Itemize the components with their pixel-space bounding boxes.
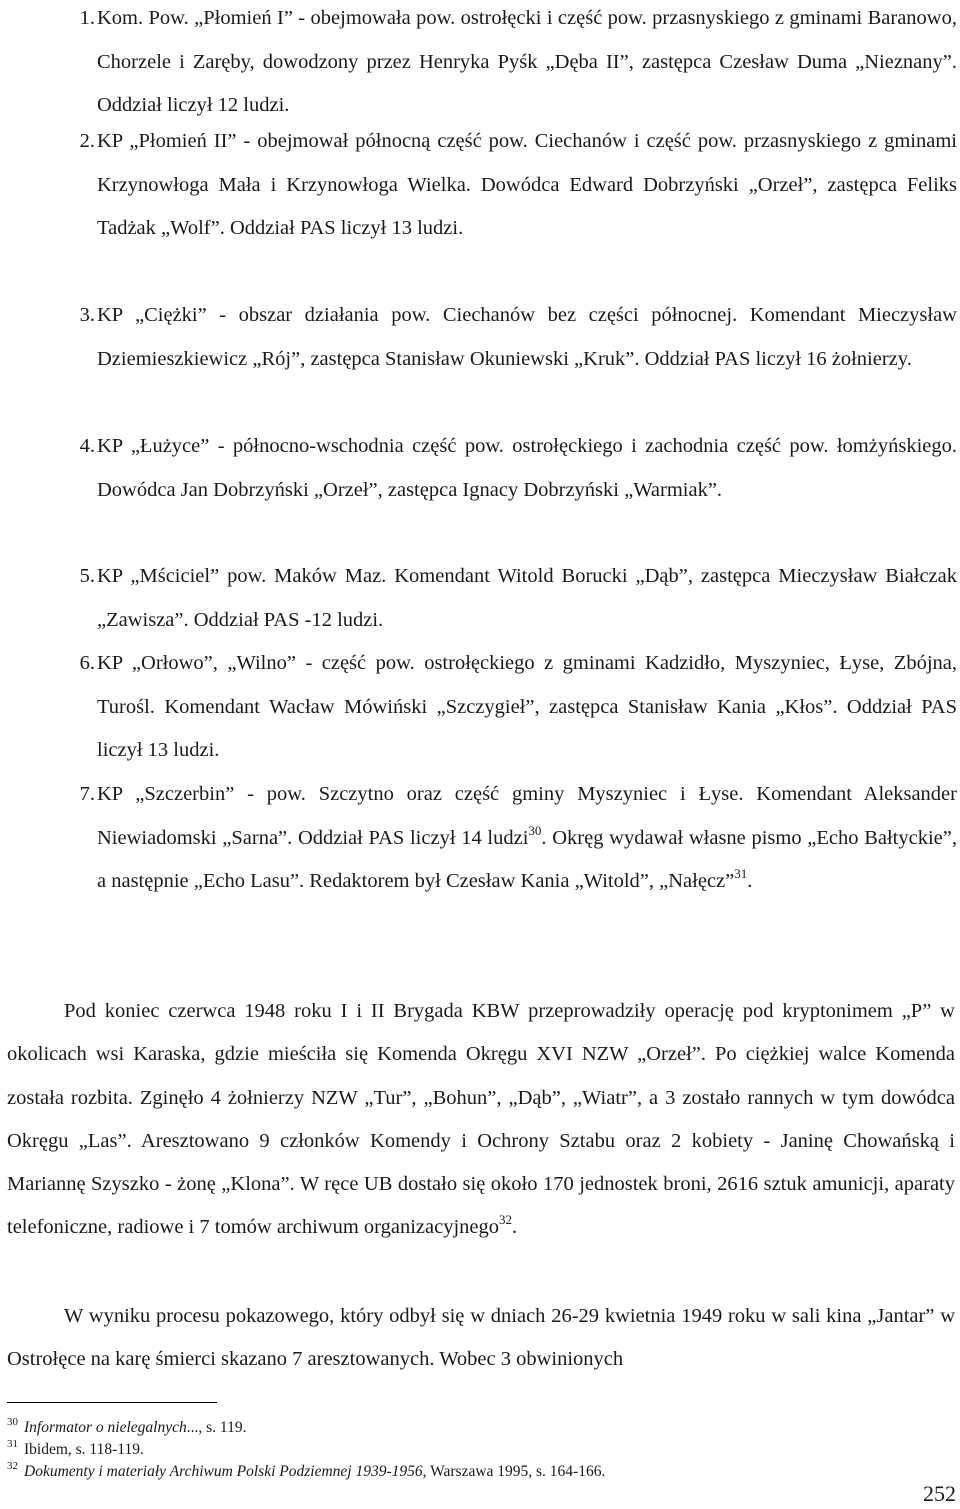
list-item-text: KP „Płomień II” - obejmował północną część pow. Ciechanów i część pow. przasnyskiego z gminami Krzynowłoga Mała i Krzynowłoga Wielka. Dowódca Edward Dobrzyński „Orzeł”, zastępca Feliks Tadżak „Wolf”. Oddział PAS liczył 13 ludzi. xyxy=(97,130,957,239)
list-item xyxy=(79,773,957,904)
footnote-ref[interactable]: 32 xyxy=(499,1212,513,1228)
body-paragraph xyxy=(7,990,955,1250)
list-item-number: 5. xyxy=(79,565,95,587)
footnote-text: , Warszawa 1995, s. 164-166. xyxy=(422,1463,606,1480)
footnote-title: Informator o nielegalnych xyxy=(24,1419,187,1436)
list-item-text: KP „Mściciel” pow. Maków Maz. Komendant Witold Borucki „Dąb”, zastępca Mieczysław Białczak „Zawisza”. Oddział PAS -12 ludzi. xyxy=(97,565,957,631)
list-item xyxy=(79,642,957,773)
footnote-title: Dokumenty i materiały Archiwum Polski Podziemnej 1939-1956 xyxy=(24,1463,423,1480)
footnote-number: 31 xyxy=(7,1438,18,1450)
footnote xyxy=(7,1438,144,1461)
list-item-number: 6. xyxy=(79,652,95,674)
list-item-text-b: . Okręg wydawał własne pismo „Echo Bałtyckie”, a następnie „Echo Lasu”. Redaktorem był Czesław Kania „Witold”, „Nałęcz” xyxy=(97,826,957,892)
footnote-ref[interactable]: 31 xyxy=(734,866,748,881)
page-number: 252 xyxy=(923,1481,956,1506)
footnote-number: 30 xyxy=(7,1416,18,1428)
footnote-number: 32 xyxy=(7,1460,18,1472)
list-item-text-c: . xyxy=(747,870,753,892)
list-item-text: KP „Łużyce” - północno-wschodnia część pow. ostrołęckiego i zachodnia część pow. łomżyńskiego. Dowódca Jan Dobrzyński „Orzeł”, zastępca Ignacy Dobrzyński „Warmiak”. xyxy=(97,435,957,501)
paragraph-text: Pod koniec czerwca 1948 roku I i II Brygada KBW przeprowadziły operację pod kryptonimem „P” w okolicach wsi Karaska, gdzie mieściła się Komenda Okręgu XVI NZW „Orzeł”. Po ciężkiej walce Komenda została rozbita. Zginęło 4 żołnierzy NZW „Tur”, „Bohun”, „Dąb”, „Wiatr”, a 3 zostało rannych w tym dowódca Okręgu „Las”. Aresztowano 9 członków Komendy i Ochrony Sztabu oraz 2 kobiety - Janinę Chowańską i Mariannę Szyszko - żonę „Klona”. W ręce UB dostało się około 170 jednostek broni, 2616 sztuk amunicji, aparaty telefoniczne, radiowe i 7 tomów archiwum organizacyjnego xyxy=(7,1000,955,1239)
footnote-text: Ibidem, s. 118-119. xyxy=(24,1441,144,1458)
list-item-number: 1. xyxy=(79,7,95,29)
paragraph-end: . xyxy=(512,1216,518,1239)
list-item xyxy=(79,425,957,512)
list-item-text-a: KP „Szczerbin” - pow. Szczytno oraz część gminy Myszyniec i Łyse. Komendant Aleksander Niewiadomski „Sarna”. Oddział PAS liczył 14 ludzi xyxy=(97,783,957,849)
footnote-text: ..., s. 119. xyxy=(186,1419,247,1436)
footnote-separator xyxy=(7,1402,217,1403)
list-item-text: Kom. Pow. „Płomień I” - obejmowała pow. ostrołęcki i część pow. przasnyskiego z gminami Baranowo, Chorzele i Zaręby, dowodzony przez Henryka Pyśk „Dęba II”, zastępca Czesław Duma „Nieznany”. Oddział liczył 12 ludzi. xyxy=(97,7,957,116)
paragraph-text: W wyniku procesu pokazowego, który odbył się w dniach 26-29 kwietnia 1949 roku w sali kina „Jantar” w Ostrołęce na karę śmierci skazano 7 aresztowanych. Wobec 3 obwinionych xyxy=(7,1305,955,1371)
footnote xyxy=(7,1416,247,1439)
body-paragraph xyxy=(7,1295,955,1382)
list-item xyxy=(79,0,957,128)
list-item-number: 2. xyxy=(79,130,95,152)
list-item-number: 7. xyxy=(79,783,95,805)
list-item-text: KP „Ciężki” - obszar działania pow. Ciechanów bez części północnej. Komendant Mieczysław Dziemieszkiewicz „Rój”, zastępca Stanisław Okuniewski „Kruk”. Oddział PAS liczył 16 żołnierzy. xyxy=(97,304,957,370)
list-item xyxy=(79,555,957,642)
footnote xyxy=(7,1460,606,1483)
list-item-number: 4. xyxy=(79,435,95,457)
list-item xyxy=(79,120,957,251)
list-item-text: KP „Orłowo”, „Wilno” - część pow. ostrołęckiego z gminami Kadzidło, Myszyniec, Łyse, Zbójna, Turośl. Komendant Wacław Mówiński „Szczygieł”, zastępca Stanisław Kania „Kłos”. Oddział PAS liczył 13 ludzi. xyxy=(97,652,957,761)
list-item-number: 3. xyxy=(79,304,95,326)
footnote-ref[interactable]: 30 xyxy=(528,822,542,838)
list-item xyxy=(79,294,957,381)
